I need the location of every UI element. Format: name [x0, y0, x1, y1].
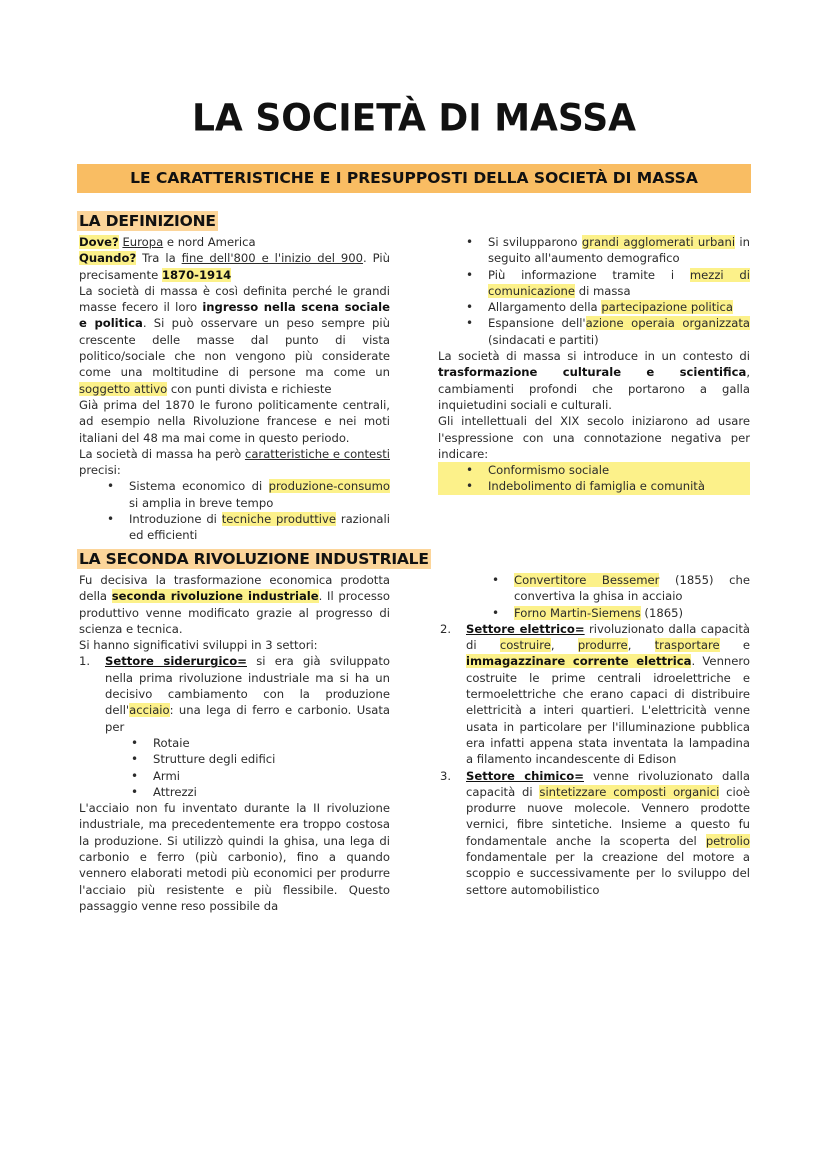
r2-a: Più informazione tramite i — [488, 267, 690, 282]
context-list — [79, 478, 390, 543]
r2-b: mezzi di comunicazione — [488, 267, 751, 298]
ctx-a: La società di massa ha però — [79, 446, 245, 461]
negative-list — [438, 462, 750, 495]
s2-c: , — [550, 638, 578, 653]
section-banner: LE CARATTERISTICHE E I PRESUPPOSTI DELLA SOCIETÀ DI MASSA — [77, 164, 751, 193]
s3-c: cioè produrre nuove molecole. Vennero prodotte vernici, fibre sintetiche. Insieme a questo fu fondamentale anche la scoperta del — [466, 784, 751, 848]
quando-line — [79, 250, 390, 283]
heading-definizione: LA DEFINIZIONE — [79, 212, 216, 230]
s2-e: , — [627, 638, 655, 653]
steel-paragraph: L'acciaio non fu inventato durante la II rivoluzione industriale, ma precedentemente era troppo costosa la produzione. Si utilizzò quindi la ghisa, una lega di carbonio e ferro (più carbonio), fino a quando vennero elaborati metodi più economici per produrre l'acciaio più resistente e più flessibile. Questo passaggio venne reso possibile da — [79, 801, 390, 913]
r4-c: (sindacati e partiti) — [488, 332, 599, 347]
intro-paragraph — [79, 572, 390, 637]
dove-line — [79, 234, 390, 250]
ctx-c: precisi: — [79, 463, 121, 478]
dove-label: Dove? — [79, 235, 119, 249]
list-item: • Armi — [79, 768, 390, 784]
cult-a: La società di massa si introduce in un contesto di — [438, 349, 750, 364]
quando-pre: Tra la — [136, 251, 182, 266]
def-p1-a: La società di massa è così definita perché le grandi masse fecero il loro — [79, 283, 390, 315]
r1-c: in seguito all'aumento demografico — [488, 235, 750, 266]
b2-a: Introduzione di — [129, 512, 222, 527]
s2-h: immagazzinare corrente elettrica — [466, 654, 692, 669]
sector-chimico — [440, 768, 750, 898]
b1-c: si amplia in breve tempo — [129, 495, 274, 510]
definition-left-column — [79, 234, 390, 544]
ctx-b: caratteristiche e contesti — [244, 446, 390, 461]
list-item: • Conformismo sociale — [438, 462, 750, 478]
cultural-paragraph — [438, 348, 750, 413]
dove-rest: e nord America — [163, 235, 256, 249]
sector-number: 2. — [440, 621, 452, 636]
r3-b: partecipazione politica — [601, 300, 734, 315]
industrial-right-column — [440, 572, 750, 898]
s3-label: Settore chimico= — [466, 768, 584, 783]
def-p1-d: soggetto attivo — [79, 381, 168, 396]
c1-a: Convertitore Bessemer — [514, 573, 660, 587]
b1-a: Sistema economico di — [129, 479, 269, 494]
b1-b: produzione-consumo — [268, 479, 390, 494]
ind-a: Fu decisiva la trasformazione economica prodotta della — [79, 573, 390, 604]
quando-label: Quando? — [79, 251, 137, 266]
s1-a: si era già sviluppato nella prima rivoluzione industriale ma si ha un decisivo cambiamento con la produzione dell' — [105, 654, 390, 718]
quando-post: . Più precisamente — [79, 251, 390, 282]
ind-b: seconda rivoluzione industriale — [111, 589, 319, 604]
sectors-intro: Si hanno significativi sviluppi in 3 settori: — [79, 638, 318, 653]
definition-right-column — [438, 234, 750, 495]
s1-b: acciaio — [129, 703, 170, 718]
list-item — [438, 299, 750, 315]
r2-c: di massa — [575, 283, 631, 298]
r3-a: Allargamento della — [488, 300, 602, 315]
list-item: • Attrezzi — [79, 784, 390, 800]
cult-c: , cambiamenti profondi che portarono a galla inquietudini sociali e culturali. — [438, 365, 750, 412]
b2-c: razionali ed efficienti — [129, 512, 390, 543]
s2-label: Settore elettrico= — [466, 621, 585, 636]
s3-d: petrolio — [705, 833, 750, 848]
s1-c: : una lega di ferro e carbonio. Usata per — [105, 703, 390, 734]
r4-a: Espansione dell' — [488, 316, 586, 331]
features-list — [438, 234, 750, 348]
s2-d: produrre — [577, 638, 628, 653]
list-item: • Rotaie — [79, 735, 390, 751]
industrial-left-column — [79, 572, 390, 914]
dove-place: Europa — [122, 235, 164, 249]
list-item — [438, 315, 750, 348]
s2-a: rivoluzionato dalla capacità di — [466, 621, 750, 653]
b2-b: tecniche produttive — [221, 512, 336, 527]
s2-i: . Vennero costruite le prime centrali idroelettriche e termoelettriche che erano capaci di distribuire elettricità a interi quartieri. L'elettricità venne usata in particolare per l'illuminazione pubblica era infatti appena stata inventata la lampadina a filamento incandescente di Edison — [466, 654, 750, 767]
list-item — [79, 511, 390, 544]
history-paragraph: Già prima del 1870 le furono politicamente centrali, ad esempio nella Rivoluzione francese e nei moti italiani del 48 ma mai come in questo periodo. — [79, 397, 390, 445]
cult-b: trasformazione culturale e scientifica — [438, 365, 747, 380]
list-item — [440, 572, 750, 605]
c2-a: Forno Martin-Siemens — [514, 605, 641, 620]
s2-b: costruire — [499, 638, 551, 653]
s2-f: trasportare — [654, 638, 720, 653]
s3-a: venne rivoluzionato dalla capacità di — [466, 768, 750, 799]
list-item: • Indebolimento di famiglia e comunità — [438, 478, 750, 494]
def-p1-c: . Si può osservare un peso sempre più crescente delle masse dal punto di vista politico/sociale che non vengono più considerate come una moltitudine di persone ma come un — [79, 316, 390, 380]
c2-b: (1865) — [640, 605, 683, 620]
list-item: • Strutture degli edifici — [79, 751, 390, 767]
s1-label: Settore siderurgico= — [105, 654, 247, 669]
list-item — [438, 267, 750, 300]
s3-b: sintetizzare composti organici — [539, 784, 720, 799]
def-p1-e: con punti divista e richieste — [167, 381, 332, 396]
list-item — [79, 478, 390, 511]
sector-number: 1. — [79, 654, 91, 669]
definition-paragraph — [79, 283, 390, 397]
r1-a: Si svilupparono — [488, 235, 582, 249]
r4-b: azione operaia organizzata — [585, 316, 750, 331]
page-title: LA SOCIETÀ DI MASSA — [191, 96, 637, 141]
sector-elettrico — [440, 621, 750, 768]
c1-b: (1855) che convertiva la ghisa in acciaio — [514, 573, 751, 604]
sector-siderurgico — [79, 653, 390, 734]
converters-list — [440, 572, 750, 621]
context-paragraph — [79, 446, 390, 479]
quando-range: fine dell'800 e l'inizio del 900 — [181, 251, 364, 266]
ind-c: . Il processo produttivo venne modificato grazie al progresso di scienza e tecnica. — [79, 589, 391, 636]
list-item — [440, 605, 750, 621]
s2-g: e — [719, 638, 750, 653]
def-p1-b: ingresso nella scena sociale e politica — [79, 300, 390, 331]
heading-seconda-rivoluzione: LA SECONDA RIVOLUZIONE INDUSTRIALE — [79, 550, 429, 568]
r1-b: grandi agglomerati urbani — [581, 235, 736, 249]
s3-e: fondamentale per la creazione del motore a scoppio e successivamente per lo sviluppo del settore automobilistico — [466, 850, 750, 897]
steel-uses-list — [79, 735, 390, 800]
list-item — [438, 234, 750, 267]
quando-years: 1870-1914 — [161, 267, 232, 282]
sector-number: 3. — [440, 768, 452, 783]
intellectuals-paragraph: Gli intellettuali del XIX secolo iniziarono ad usare l'espressione con una connotazione negativa per indicare: — [438, 414, 750, 461]
